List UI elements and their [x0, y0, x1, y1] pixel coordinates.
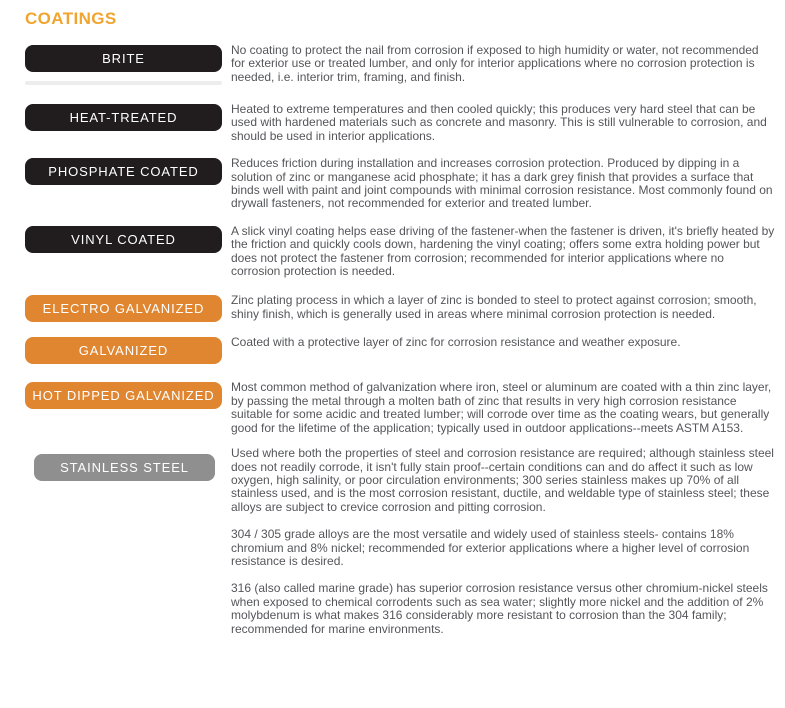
- coating-description-galvanized: [231, 335, 775, 349]
- coating-description-stainless-steel: [231, 446, 775, 636]
- coating-badge-heat-treated: HEAT-TREATED: [25, 104, 222, 131]
- coating-row-vinyl-coated: [25, 224, 775, 279]
- description-paragraph: Zinc plating process in which a layer of zinc is bonded to steel to protect against corrosion; smooth, shiny finish, which is generally used in areas where minimal corrosion protection is needed.: [231, 293, 757, 321]
- description-paragraph: Used where both the properties of steel and corrosion resistance are required; although stainless steel does not readily corrode, it isn't fully stain proof--certain conditions can and do affect it such as low oxygen, high salinity, or poor circulation environments; 300 series stainless makes up 70% of all stainless used, and is the most corrosion resistant, ductile, and weldable type of stainless steel; these alloys are subject to crevice corrosion and pitting corrosion.: [231, 446, 774, 514]
- coating-badge-vinyl-coated: VINYL COATED: [25, 226, 222, 253]
- description-paragraph: 304 / 305 grade alloys are the most versatile and widely used of stainless steels- contains 18% chromium and 8% nickel; recommended for exterior applications where a higher level of corrosion resistance is desired.: [231, 527, 750, 568]
- badge-column: [25, 293, 222, 322]
- description-paragraph: Reduces friction during installation and increases corrosion protection. Produced by dipping in a solution of zinc or manganese acid phosphate; it has a dark grey finish that provides a surface that binds well with paint and joint compounds with minimal corrosion resistance. Most commonly found on drywall fasteners, not recommended for exterior and treated lumber.: [231, 156, 773, 211]
- badge-column: [25, 102, 222, 131]
- badge-column: [25, 335, 222, 364]
- coating-description-hot-dipped-galvanized: [231, 380, 775, 435]
- page-title: COATINGS: [25, 9, 117, 28]
- coating-description-brite: [231, 43, 775, 84]
- coating-row-brite: [25, 43, 775, 85]
- badge-column: [25, 224, 222, 253]
- coating-row-heat-treated: [25, 102, 775, 143]
- coating-badge-phosphate-coated: PHOSPHATE COATED: [25, 158, 222, 185]
- coating-row-galvanized: [25, 335, 775, 364]
- coating-row-electro-galvanized: [25, 293, 775, 322]
- badge-shadow-divider: [25, 81, 222, 85]
- coating-badge-galvanized: GALVANIZED: [25, 337, 222, 364]
- description-paragraph: No coating to protect the nail from corrosion if exposed to high humidity or water, not recommended for exterior use or treated lumber, and only for interior applications where no corrosion protection is needed, i.e. interior trim, framing, and finish.: [231, 43, 759, 84]
- badge-column: [25, 380, 222, 409]
- coating-row-stainless-steel: [25, 446, 775, 636]
- coating-description-vinyl-coated: [231, 224, 775, 279]
- coating-badge-stainless-steel: STAINLESS STEEL: [34, 454, 215, 481]
- badge-column: [25, 156, 222, 185]
- description-paragraph: Most common method of galvanization where iron, steel or aluminum are coated with a thin zinc layer, by passing the metal through a molten bath of zinc that results in very high corrosion resistance suitable for some acidic and treated lumber; will corrode over time as the coating wears, but generally good for the lifetime of the application; typically used in outdoor applications--meets ASTM A153.: [231, 380, 772, 435]
- coating-badge-electro-galvanized: ELECTRO GALVANIZED: [25, 295, 222, 322]
- coating-description-electro-galvanized: [231, 293, 775, 321]
- badge-column: [25, 43, 222, 85]
- coating-badge-brite: BRITE: [25, 45, 222, 72]
- coating-description-heat-treated: [231, 102, 775, 143]
- description-paragraph: 316 (also called marine grade) has superior corrosion resistance versus other chromium-nickel steels when exposed to chemical corrodents such as sea water; slightly more nickel and the addition of 2% molybdenum is what makes 316 considerably more resistant to corrosion than the 304 family; recommended for marine environments.: [231, 581, 768, 636]
- coating-badge-hot-dipped-galvanized: HOT DIPPED GALVANIZED: [25, 382, 222, 409]
- description-paragraph: Heated to extreme temperatures and then cooled quickly; this produces very hard steel that can be used with hardened materials such as concrete and masonry. This is still vulnerable to corrosion, and should be used in interior applications.: [231, 102, 767, 143]
- coating-row-phosphate-coated: [25, 156, 775, 211]
- description-paragraph: Coated with a protective layer of zinc for corrosion resistance and weather exposure.: [231, 335, 681, 350]
- description-paragraph: A slick vinyl coating helps ease driving of the fastener-when the fastener is driven, it's briefly heated by the friction and quickly cools down, hardening the vinyl coating; offers some extra holding power but does not protect the fastener from corrosion; recommended for interior applications where no corrosion protection is needed.: [231, 223, 775, 279]
- coating-description-phosphate-coated: [231, 156, 775, 211]
- coating-row-hot-dipped-galvanized: [25, 380, 775, 435]
- badge-column: [25, 446, 222, 481]
